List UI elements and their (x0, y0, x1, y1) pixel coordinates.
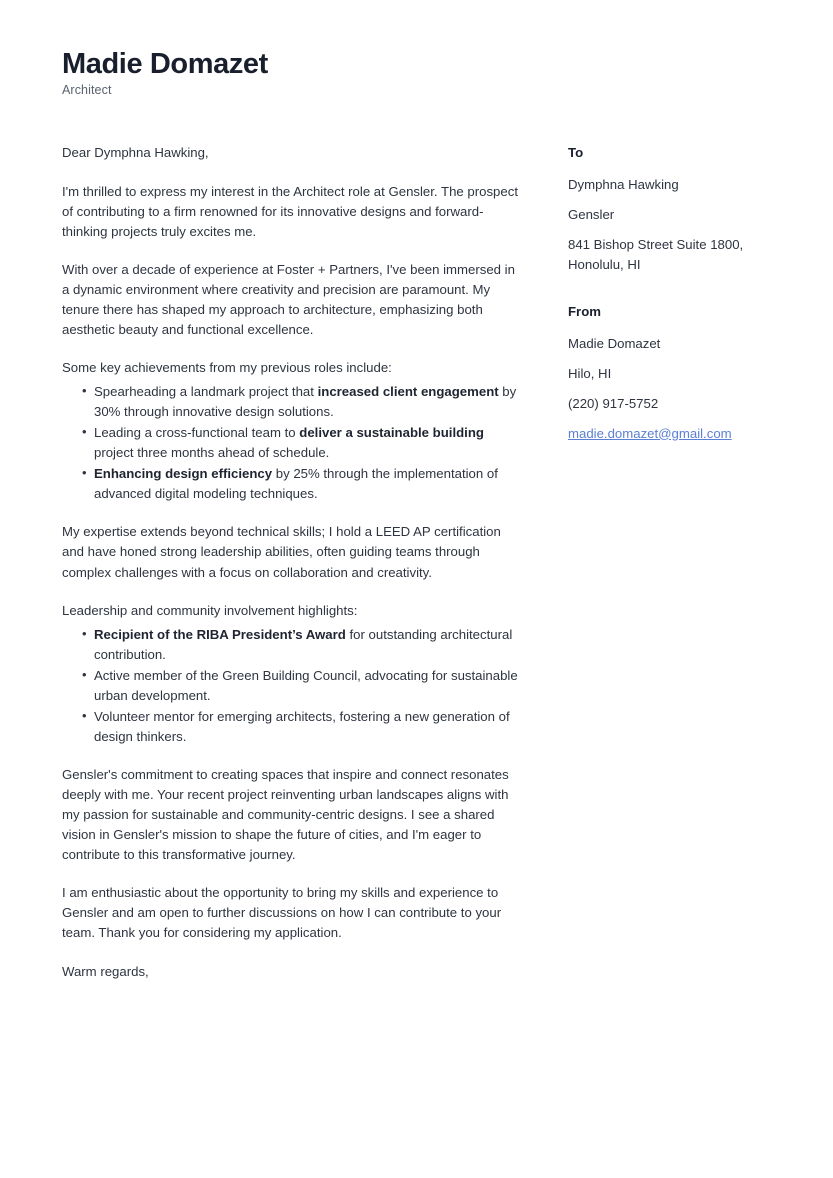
paragraph-experience: With over a decade of experience at Foster + Partners, I've been immersed in a dynamic environment where creativity and precision are paramount. My tenure there has shaped my approach to architecture, emphasizing both aesthetic beauty and functional excellence. (62, 261, 515, 337)
sender-email-link[interactable]: madie.domazet@gmail.com (568, 425, 732, 441)
letter-columns (62, 143, 771, 999)
sender-name: Madie Domazet (568, 336, 661, 352)
list-item (82, 464, 522, 504)
list-item-text-post: by 30% through innovative design solutions. (94, 384, 517, 420)
to-heading: To (568, 145, 584, 161)
recipient-address (568, 235, 771, 275)
sender-email-line (568, 424, 771, 444)
letter-sidebar (522, 143, 771, 453)
list-item-text-pre: Spearheading a landmark project that (94, 384, 318, 400)
list-item-text-post: project three months ahead of schedule. (94, 445, 330, 461)
list-item-text-post: for outstanding architectural contribution. (94, 626, 513, 662)
list-item-text-pre: Active member of the Green Building Council, advocating for sustainable urban development. (94, 667, 518, 703)
sender-phone: (220) 917-5752 (568, 395, 659, 411)
list-item-text-pre: Volunteer mentor for emerging architects, fostering a new generation of design thinkers. (94, 708, 510, 744)
recipient-address-line-2: Honolulu, HI (568, 256, 641, 272)
list-item-text-bold: Recipient of the RIBA President’s Award (94, 626, 346, 642)
paragraph-expertise: My expertise extends beyond technical skills; I hold a LEED AP certification and have honed strong leadership abilities, often guiding teams through complex challenges with a focus on collaboration and creativity. (62, 524, 501, 580)
list-item (82, 707, 522, 747)
list-item (82, 625, 522, 665)
recipient-address-line-1: 841 Bishop Street Suite 1800, (568, 236, 744, 252)
list-item-text-pre: Leading a cross-functional team to (94, 425, 300, 441)
sign-off: Warm regards, (62, 963, 149, 979)
list-item (82, 382, 522, 422)
leadership-list (62, 625, 522, 747)
list-item-text-post: by 25% through the implementation of advanced digital modeling techniques. (94, 466, 498, 502)
paragraph-intro: I'm thrilled to express my interest in the Architect role at Gensler. The prospect of contributing to a firm renowned for its innovative designs and forward-thinking projects truly excites me. (62, 183, 518, 239)
paragraph-alignment: Gensler's commitment to creating spaces that inspire and connect resonates deeply with me. Your recent project reinventing urban landscapes aligns with my passion for sustainable and community-centric designs. I see a shared vision in Gensler's mission to shape the future of cities, and I'm eager to contribute to this transformative journey. (62, 767, 509, 863)
paragraph-closing: I am enthusiastic about the opportunity to bring my skills and experience to Gensler and am open to further discussions on how I can contribute to your team. Thank you for considering my application. (62, 885, 502, 941)
salutation: Dear Dymphna Hawking, (62, 145, 209, 161)
list-item (82, 666, 522, 706)
recipient-company: Gensler (568, 207, 615, 223)
recipient-name: Dymphna Hawking (568, 177, 679, 193)
list-item-text-bold: increased client engagement (317, 384, 499, 400)
letter-body (62, 143, 522, 999)
recipient-block (568, 143, 771, 274)
sender-block (568, 302, 771, 443)
list-item-text-bold: deliver a sustainable building (299, 425, 484, 441)
list-item-text-bold: Enhancing design efficiency (94, 466, 273, 482)
achievements-list (62, 382, 522, 504)
leadership-intro: Leadership and community involvement highlights: (62, 602, 358, 618)
list-item (82, 423, 522, 463)
sender-location: Hilo, HI (568, 366, 612, 382)
job-title-subtitle: Architect (62, 83, 112, 98)
from-heading: From (568, 304, 601, 320)
achievements-intro: Some key achievements from my previous roles include: (62, 359, 392, 375)
letter-header (62, 48, 771, 97)
page-title: Madie Domazet (62, 48, 268, 80)
